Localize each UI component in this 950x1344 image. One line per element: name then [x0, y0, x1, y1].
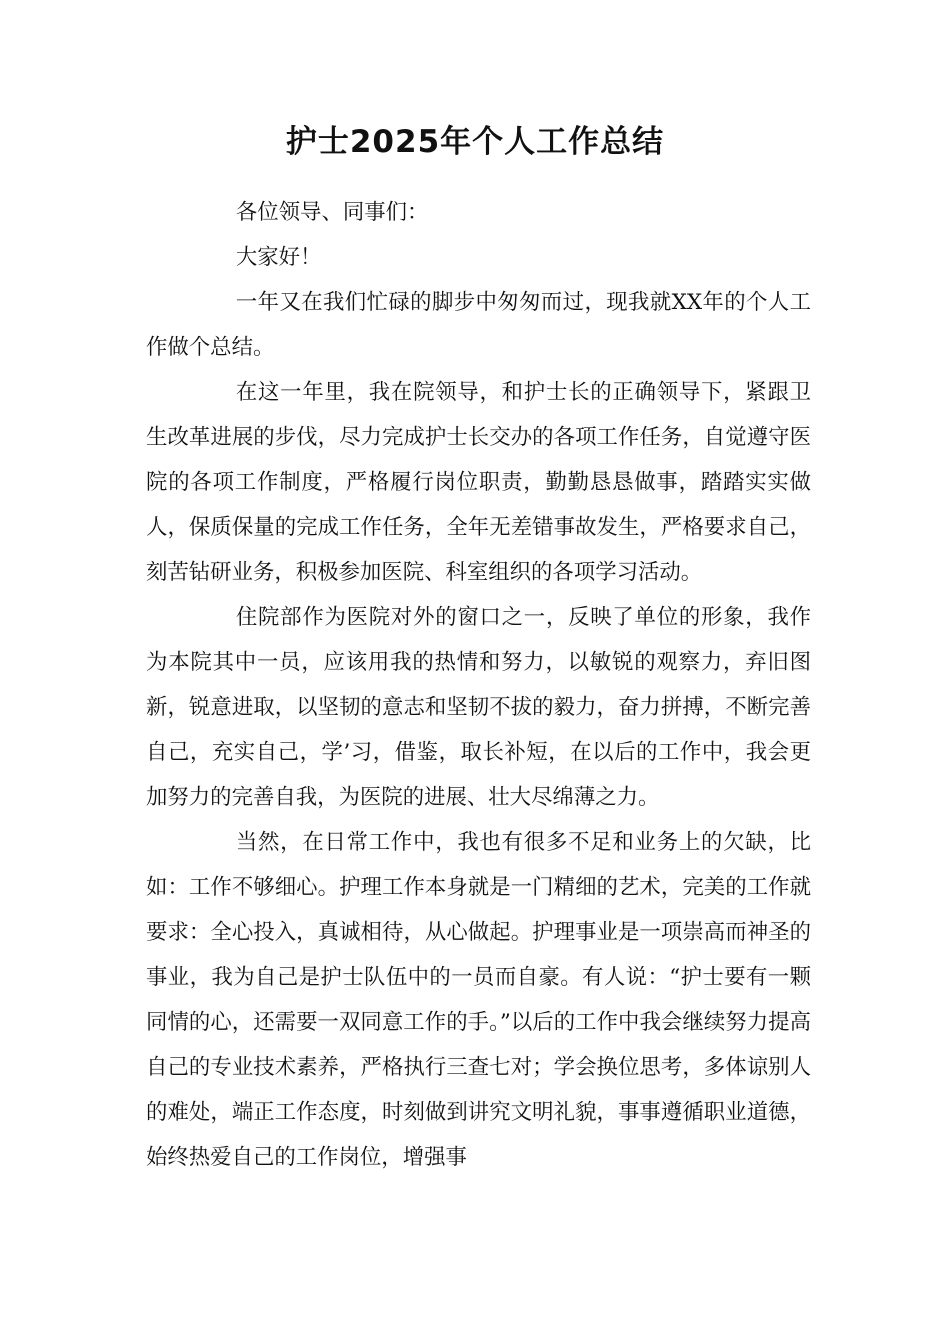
document-body: [146, 190, 811, 1180]
paragraph: 一年又在我们忙碌的脚步中匆匆而过，现我就XX年的个人工作做个总结。: [146, 290, 811, 360]
greeting: 大家好！: [235, 245, 322, 270]
paragraph: 当然，在日常工作中，我也有很多不足和业务上的欠缺，比如：工作不够细心。护理工作本身就是一门精细的艺术，完美的工作就要求：全心投入，真诚相待，从心做起。护理事业是一项崇高而神圣的事业，我为自己是护士队伍中的一员而自豪。有人说：“护士要有一颗同情的心，还需要一双同意工作的手。”以后的工作中我会继续努力提高自己的专业技术素养，严格执行三查七对；学会换位思考，多体谅别人的难处，端正工作态度，时刻做到讲究文明礼貌，事事遵循职业道德，始终热爱自己的工作岗位，增强事: [146, 830, 811, 1170]
document-title: 护士2025年个人工作总结: [285, 124, 665, 160]
paragraph: 住院部作为医院对外的窗口之一，反映了单位的形象，我作为本院其中一员，应该用我的热情和努力，以敏锐的观察力，弃旧图新，锐意进取，以坚韧的意志和坚韧不拔的毅力，奋力拼搏，不断完善自己，充实自己，学’习，借鉴，取长补短，在以后的工作中，我会更加努力的完善自我，为医院的进展、壮大尽绵薄之力。: [146, 605, 811, 810]
paragraph: 在这一年里，我在院领导，和护士长的正确领导下，紧跟卫生改革进展的步伐，尽力完成护士长交办的各项工作任务，自觉遵守医院的各项工作制度，严格履行岗位职责，勤勤恳恳做事，踏踏实实做人，保质保量的完成工作任务，全年无差错事故发生，严格要求自己，刻苦钻研业务，积极参加医院、科室组织的各项学习活动。: [146, 380, 811, 585]
salutation: 各位领导、同事们：: [235, 200, 429, 225]
